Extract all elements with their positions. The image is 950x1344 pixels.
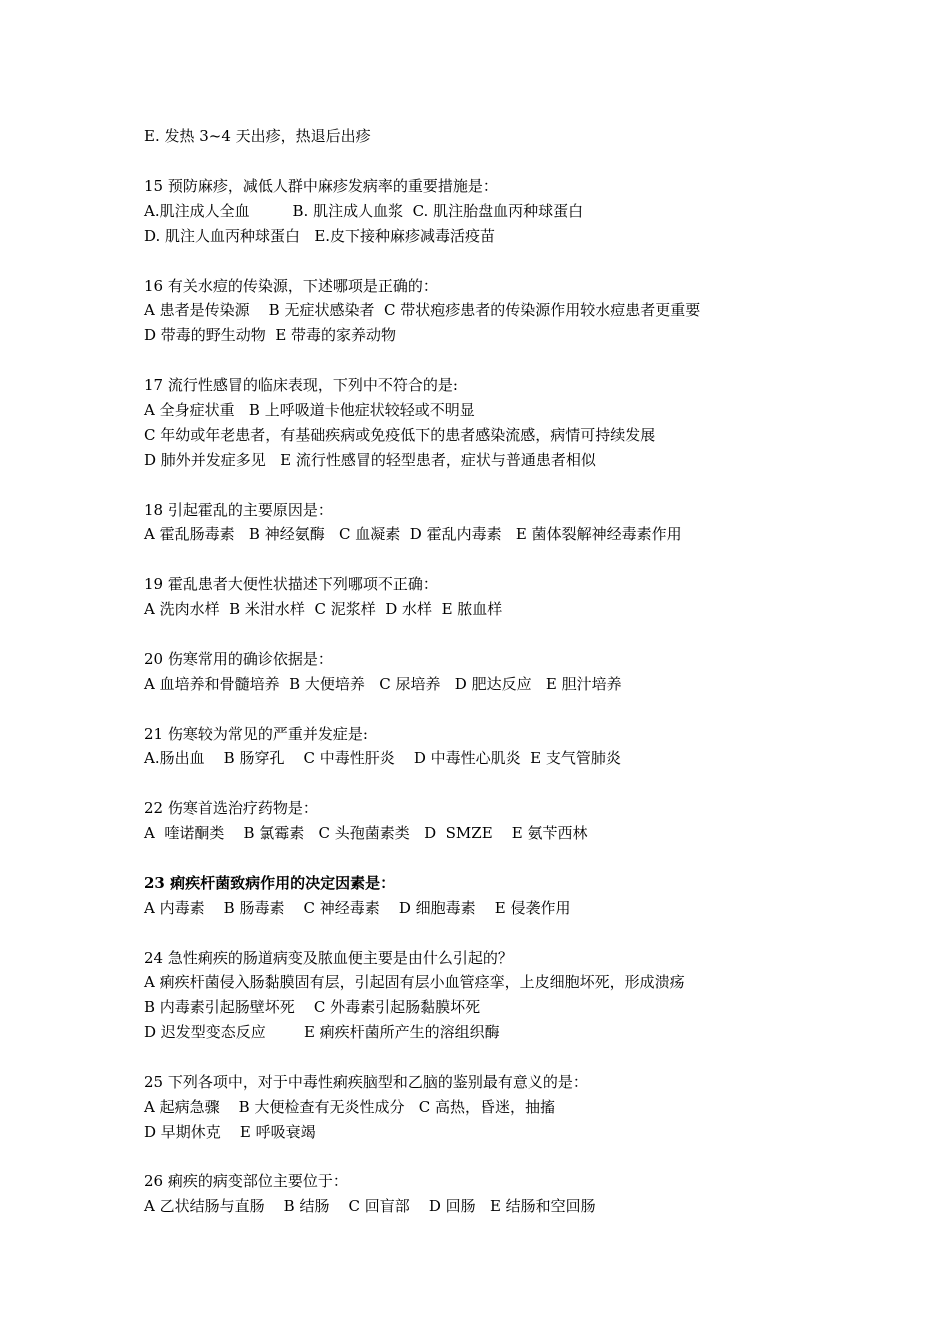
question-26: 26 痢疾的病变部位主要位于： <box>144 1172 348 1190</box>
options-21: A.肠出血 B 肠穿孔 C 中毒性肝炎 D 中毒性心肌炎 E 支气管肺炎 <box>144 749 621 767</box>
question-16: 16 有关水痘的传染源，下述哪项是正确的： <box>144 277 438 295</box>
question-19: 19 霍乱患者大便性状描述下列哪项不正确： <box>144 575 438 593</box>
options-24-de: D 迟发型变态反应 E 痢疾杆菌所产生的溶组织酶 <box>144 1023 500 1041</box>
options-23: A 内毒素 B 肠毒素 C 神经毒素 D 细胞毒素 E 侵袭作用 <box>144 899 571 917</box>
options-24-a: A 痢疾杆菌侵入肠黏膜固有层，引起固有层小血管痉挛，上皮细胞坏死，形成溃疡 <box>144 973 685 991</box>
options-16-abc: A 患者是传染源 B 无症状感染者 C 带状疱疹患者的传染源作用较水痘患者更重要 <box>144 301 701 319</box>
question-22: 22 伤寒首选治疗药物是： <box>144 799 318 817</box>
question-20: 20 伤寒常用的确诊依据是： <box>144 650 333 668</box>
options-25-abc: A 起病急骤 B 大便检查有无炎性成分 C 高热，昏迷，抽搐 <box>144 1098 556 1116</box>
question-23: 23 痢疾杆菌致病作用的决定因素是： <box>144 874 396 892</box>
options-17-de: D 肺外并发症多见 E 流行性感冒的轻型患者，症状与普通患者相似 <box>144 451 596 469</box>
question-24: 24 急性痢疾的肠道病变及脓血便主要是由什么引起的？ <box>144 949 513 967</box>
options-17-c: C 年幼或年老患者，有基础疾病或免疫低下的患者感染流感，病情可持续发展 <box>144 426 656 444</box>
options-20: A 血培养和骨髓培养 B 大便培养 C 尿培养 D 肥达反应 E 胆汁培养 <box>144 675 622 693</box>
options-26: A 乙状结肠与直肠 B 结肠 C 回盲部 D 回肠 E 结肠和空回肠 <box>144 1197 596 1215</box>
options-24-bc: B 内毒素引起肠壁坏死 C 外毒素引起肠黏膜坏死 <box>144 998 481 1016</box>
options-17-ab: A 全身症状重 B 上呼吸道卡他症状较轻或不明显 <box>144 401 475 419</box>
question-18: 18 引起霍乱的主要原因是： <box>144 501 333 519</box>
options-22: A 喹诺酮类 B 氯霉素 C 头孢菌素类 D SMZE E 氨苄西林 <box>144 824 588 842</box>
option-line-14e: E. 发热 3~4 天出疹，热退后出疹 <box>144 127 371 145</box>
options-15-abc: A.肌注成人全血 B. 肌注成人血浆 C. 肌注胎盘血丙种球蛋白 <box>144 202 584 220</box>
question-17: 17 流行性感冒的临床表现，下列中不符合的是: <box>144 376 458 394</box>
options-15-de: D. 肌注人血丙种球蛋白 E.皮下接种麻疹减毒活疫苗 <box>144 227 496 245</box>
question-25: 25 下列各项中，对于中毒性痢疾脑型和乙脑的鉴别最有意义的是： <box>144 1073 588 1091</box>
options-19: A 洗肉水样 B 米泔水样 C 泥浆样 D 水样 E 脓血样 <box>144 600 503 618</box>
options-16-de: D 带毒的野生动物 E 带毒的家养动物 <box>144 326 397 344</box>
question-15: 15 预防麻疹，减低人群中麻疹发病率的重要措施是： <box>144 177 498 195</box>
options-18: A 霍乱肠毒素 B 神经氨酶 C 血凝素 D 霍乱内毒素 E 菌体裂解神经毒素作用 <box>144 525 682 543</box>
options-25-de: D 早期休克 E 呼吸衰竭 <box>144 1123 316 1141</box>
question-21: 21 伤寒较为常见的严重并发症是: <box>144 725 368 743</box>
